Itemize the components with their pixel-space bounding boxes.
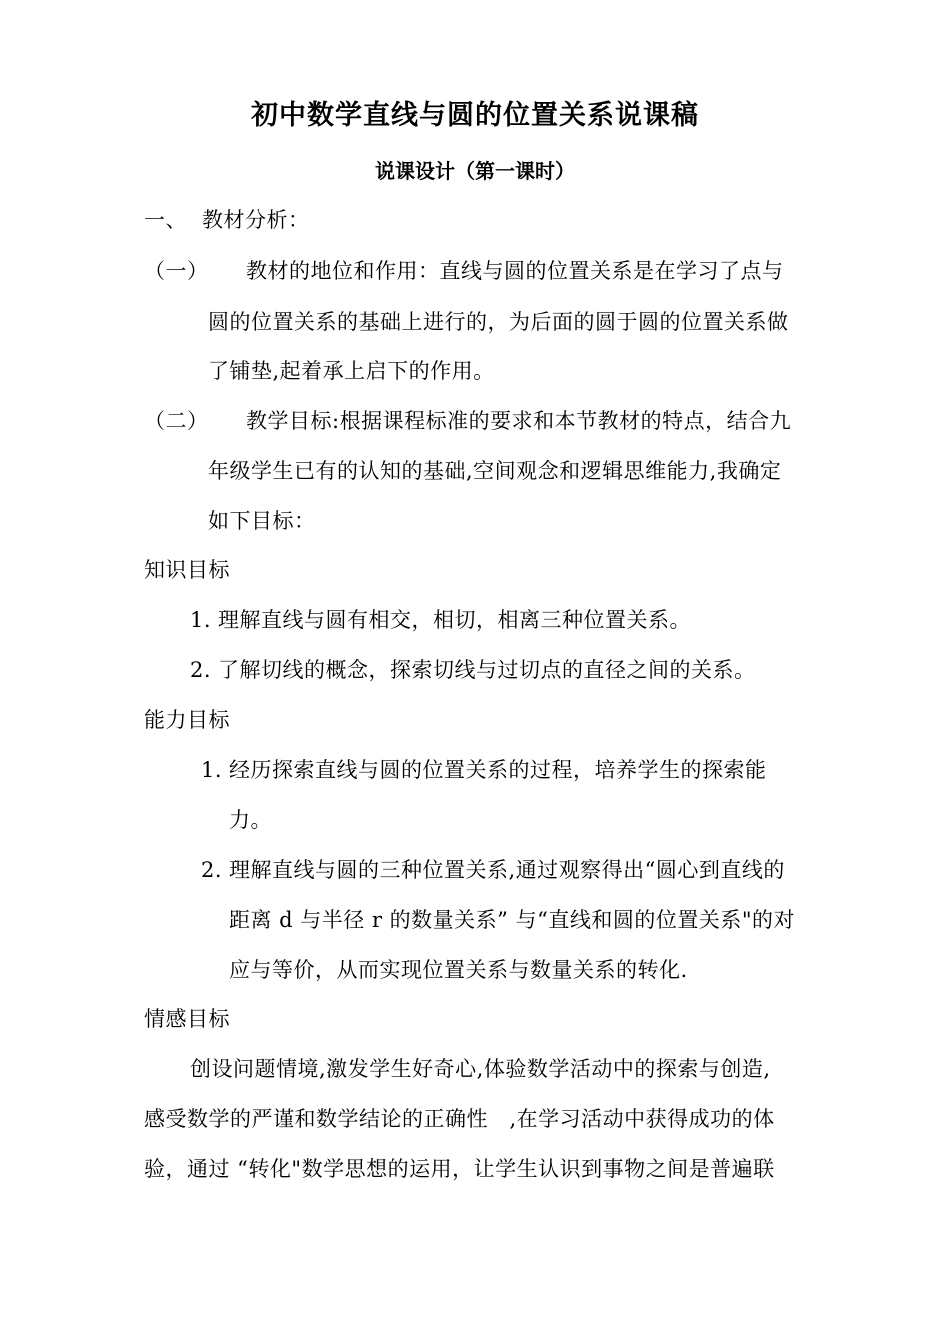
item-marker: （一）: [144, 259, 209, 283]
paragraph-line: 创设问题情境,激发学生好奇心,体验数学活动中的探索与创造,: [190, 1057, 771, 1081]
list-number: 2.: [201, 858, 223, 882]
paragraph-line: 感受数学的严谨和数学结论的正确性 ,在学习活动中获得成功的体: [144, 1107, 775, 1131]
list-number: 2.: [190, 658, 212, 682]
list-item: 力。: [229, 808, 272, 832]
paragraph-line: 如下目标：: [208, 509, 316, 533]
list-number: 1.: [201, 758, 223, 782]
list-number: 1.: [190, 608, 212, 632]
section-marker: 一、: [144, 208, 187, 232]
item-marker: （二）: [144, 409, 209, 433]
list-item: 经历探索直线与圆的位置关系的过程，培养学生的探索能: [229, 758, 767, 782]
ability-heading: 能力目标: [144, 708, 230, 732]
document-subtitle: 说课设计（第一课时）: [375, 159, 575, 183]
list-item: 理解直线与圆有相交，相切，相离三种位置关系。: [218, 608, 691, 632]
list-item: 了解切线的概念，探索切线与过切点的直径之间的关系。: [218, 658, 756, 682]
paragraph-line: 了铺垫,起着承上启下的作用。: [208, 359, 495, 383]
list-item: 理解直线与圆的三种位置关系,通过观察得出“圆心到直线的: [229, 858, 785, 882]
paragraph-line: 教材的地位和作用：直线与圆的位置关系是在学习了点与: [246, 259, 784, 283]
section-heading: 教材分析：: [202, 208, 310, 232]
list-item: 应与等价，从而实现位置关系与数量关系的转化.: [229, 958, 688, 982]
paragraph-line: 教学目标:根据课程标准的要求和本节教材的特点，结合九: [246, 409, 792, 433]
document-title: 初中数学直线与圆的位置关系说课稿: [251, 100, 699, 131]
emotion-heading: 情感目标: [144, 1007, 230, 1031]
list-item: 距离 d 与半径 r 的数量关系” 与“直线和圆的位置关系"的对: [229, 908, 795, 932]
paragraph-line: 验，通过 “转化"数学思想的运用，让学生认识到事物之间是普遍联: [144, 1157, 775, 1181]
paragraph-line: 年级学生已有的认知的基础,空间观念和逻辑思维能力,我确定: [208, 459, 782, 483]
paragraph-line: 圆的位置关系的基础上进行的，为后面的圆于圆的位置关系做: [208, 310, 789, 334]
knowledge-heading: 知识目标: [144, 558, 230, 582]
